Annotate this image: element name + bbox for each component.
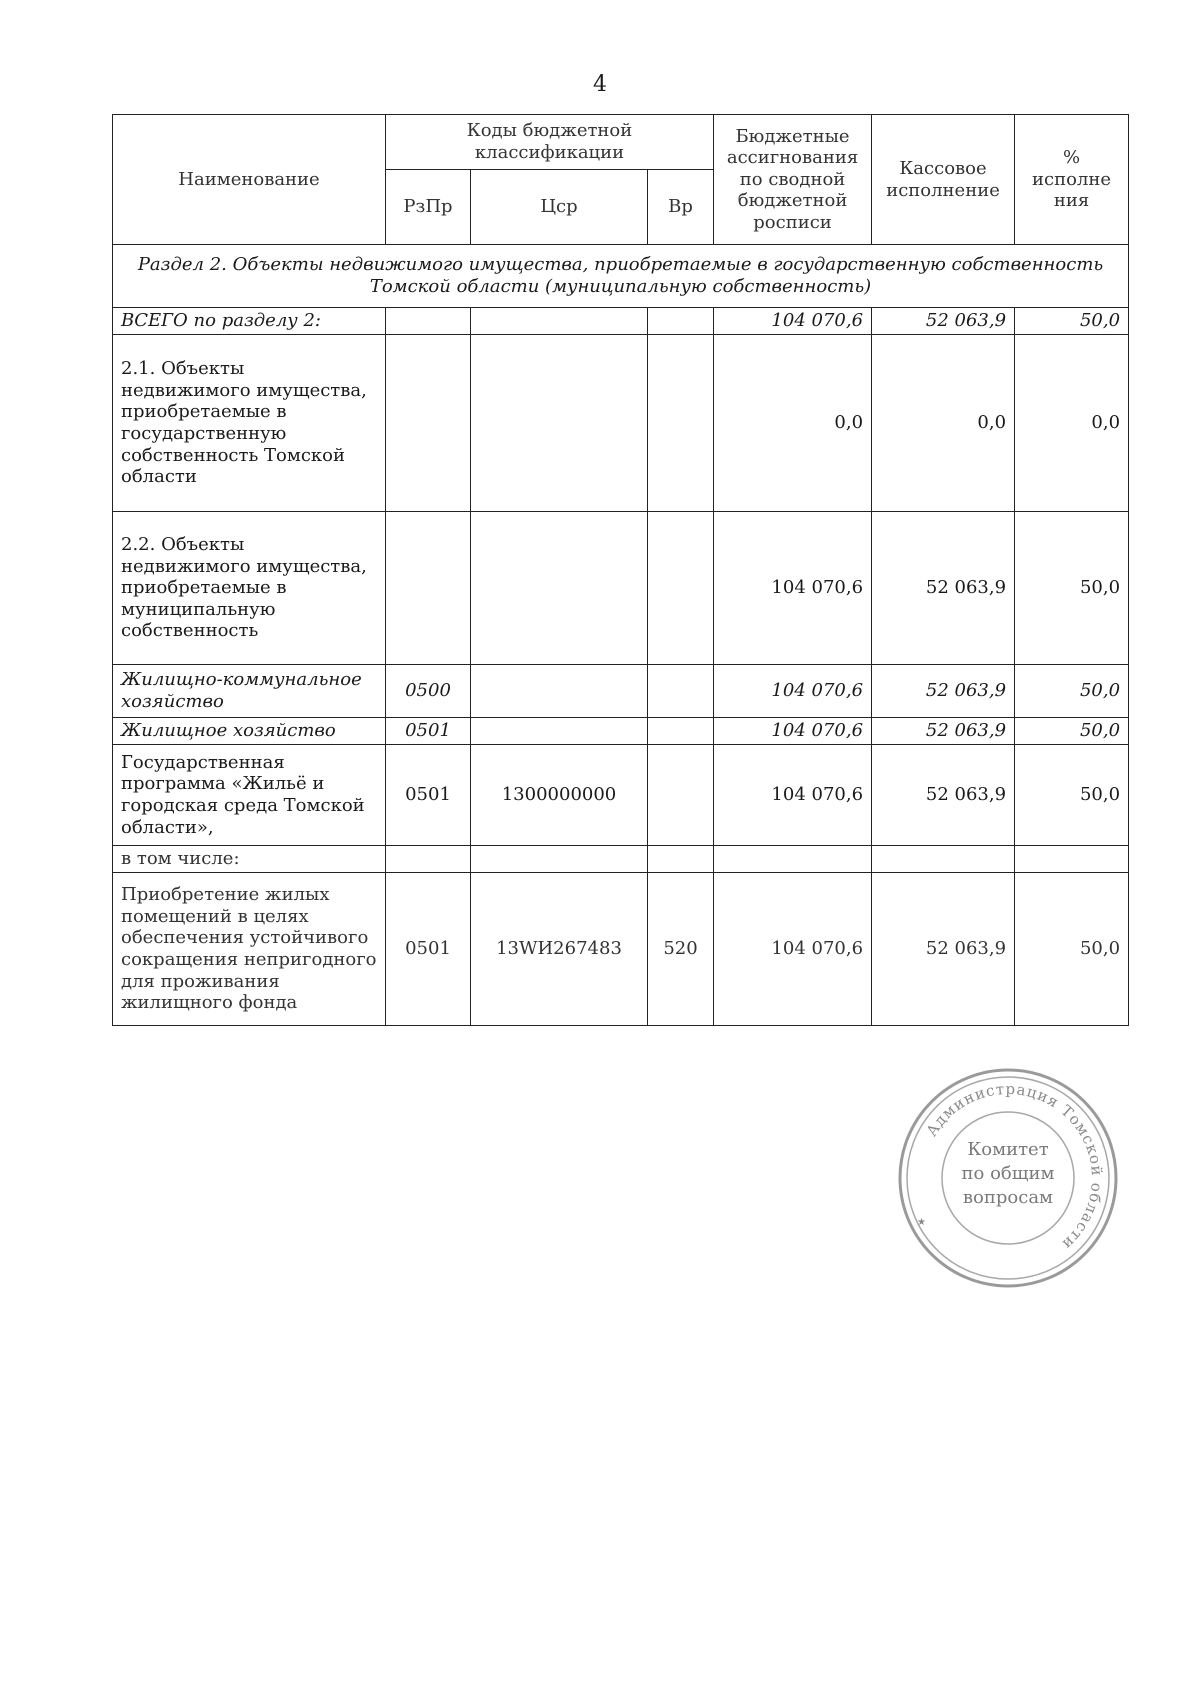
header-name: Наименование	[113, 115, 386, 245]
row-cash: 0,0	[872, 335, 1015, 512]
row-vr	[648, 718, 714, 745]
row-rzpr	[386, 308, 471, 335]
table-row	[113, 335, 1129, 512]
table-row	[113, 846, 1129, 873]
row-approp: 0,0	[714, 335, 872, 512]
row-name: Жилищное хозяйство	[113, 718, 386, 745]
row-cash: 52 063,9	[872, 512, 1015, 665]
row-approp	[714, 846, 872, 873]
row-pct: 50,0	[1015, 512, 1129, 665]
table-row	[113, 718, 1129, 745]
stamp-center-line3: вопросам	[962, 1187, 1054, 1208]
row-cash: 52 063,9	[872, 873, 1015, 1026]
header-codes: Коды бюджетной классификации	[386, 115, 714, 170]
row-pct: 50,0	[1015, 718, 1129, 745]
header-appropriations: Бюджетные ассигнования по сводной бюджетной росписи	[714, 115, 872, 245]
table-row	[113, 745, 1129, 846]
stamp-ring-text: Администрация Томской области	[922, 1079, 1107, 1254]
row-name: 2.2. Объекты недвижимого имущества, приобретаемые в муниципальную собственность	[113, 512, 386, 665]
header-cash: Кассовое исполнение	[872, 115, 1015, 245]
row-approp: 104 070,6	[714, 873, 872, 1026]
section-row	[113, 245, 1129, 308]
row-csr	[471, 665, 648, 718]
table-row	[113, 665, 1129, 718]
budget-table	[112, 114, 1129, 1026]
row-rzpr	[386, 846, 471, 873]
row-cash	[872, 846, 1015, 873]
row-csr	[471, 308, 648, 335]
table-row-total	[113, 308, 1129, 335]
row-cash: 52 063,9	[872, 665, 1015, 718]
row-name: ВСЕГО по разделу 2:	[113, 308, 386, 335]
row-pct: 50,0	[1015, 665, 1129, 718]
row-name: Жилищно-коммунальное хозяйство	[113, 665, 386, 718]
row-csr	[471, 846, 648, 873]
row-csr	[471, 718, 648, 745]
row-name: Приобретение жилых помещений в целях обеспечения устойчивого сокращения непригодного для проживания жилищного фонда	[113, 873, 386, 1026]
row-approp: 104 070,6	[714, 718, 872, 745]
row-csr	[471, 512, 648, 665]
row-approp: 104 070,6	[714, 665, 872, 718]
row-approp: 104 070,6	[714, 745, 872, 846]
row-approp: 104 070,6	[714, 512, 872, 665]
row-pct: 50,0	[1015, 308, 1129, 335]
row-csr: 1300000000	[471, 745, 648, 846]
row-name: Государственная программа «Жильё и городская среда Томской области»,	[113, 745, 386, 846]
header-percent: % исполне ния	[1015, 115, 1129, 245]
section-title: Раздел 2. Объекты недвижимого имущества, приобретаемые в государственную собственность Томской области (муниципальную собственность)	[113, 245, 1129, 308]
header-rzpr: РзПр	[386, 170, 471, 245]
row-rzpr: 0501	[386, 718, 471, 745]
row-pct	[1015, 846, 1129, 873]
row-rzpr: 0500	[386, 665, 471, 718]
row-rzpr	[386, 335, 471, 512]
page-number: 4	[593, 72, 607, 97]
row-rzpr: 0501	[386, 873, 471, 1026]
header-csr: Цср	[471, 170, 648, 245]
row-rzpr: 0501	[386, 745, 471, 846]
stamp-center-line2: по общим	[961, 1163, 1055, 1184]
row-vr	[648, 846, 714, 873]
row-csr: 13WИ267483	[471, 873, 648, 1026]
row-pct: 0,0	[1015, 335, 1129, 512]
row-cash: 52 063,9	[872, 745, 1015, 846]
row-vr	[648, 335, 714, 512]
header-vr: Вр	[648, 170, 714, 245]
stamp-center-line1: Комитет	[967, 1139, 1049, 1160]
row-cash: 52 063,9	[872, 718, 1015, 745]
table-row	[113, 512, 1129, 665]
row-cash: 52 063,9	[872, 308, 1015, 335]
row-rzpr	[386, 512, 471, 665]
row-vr: 520	[648, 873, 714, 1026]
official-stamp	[895, 1065, 1121, 1291]
table-row	[113, 873, 1129, 1026]
row-csr	[471, 335, 648, 512]
row-pct: 50,0	[1015, 873, 1129, 1026]
row-approp: 104 070,6	[714, 308, 872, 335]
row-name: в том числе:	[113, 846, 386, 873]
header-row-1	[113, 115, 1129, 170]
row-pct: 50,0	[1015, 745, 1129, 846]
row-vr	[648, 745, 714, 846]
stamp-star-icon: ★	[917, 1217, 926, 1228]
row-vr	[648, 308, 714, 335]
row-name: 2.1. Объекты недвижимого имущества, приобретаемые в государственную собственность Томской области	[113, 335, 386, 512]
row-vr	[648, 512, 714, 665]
row-vr	[648, 665, 714, 718]
